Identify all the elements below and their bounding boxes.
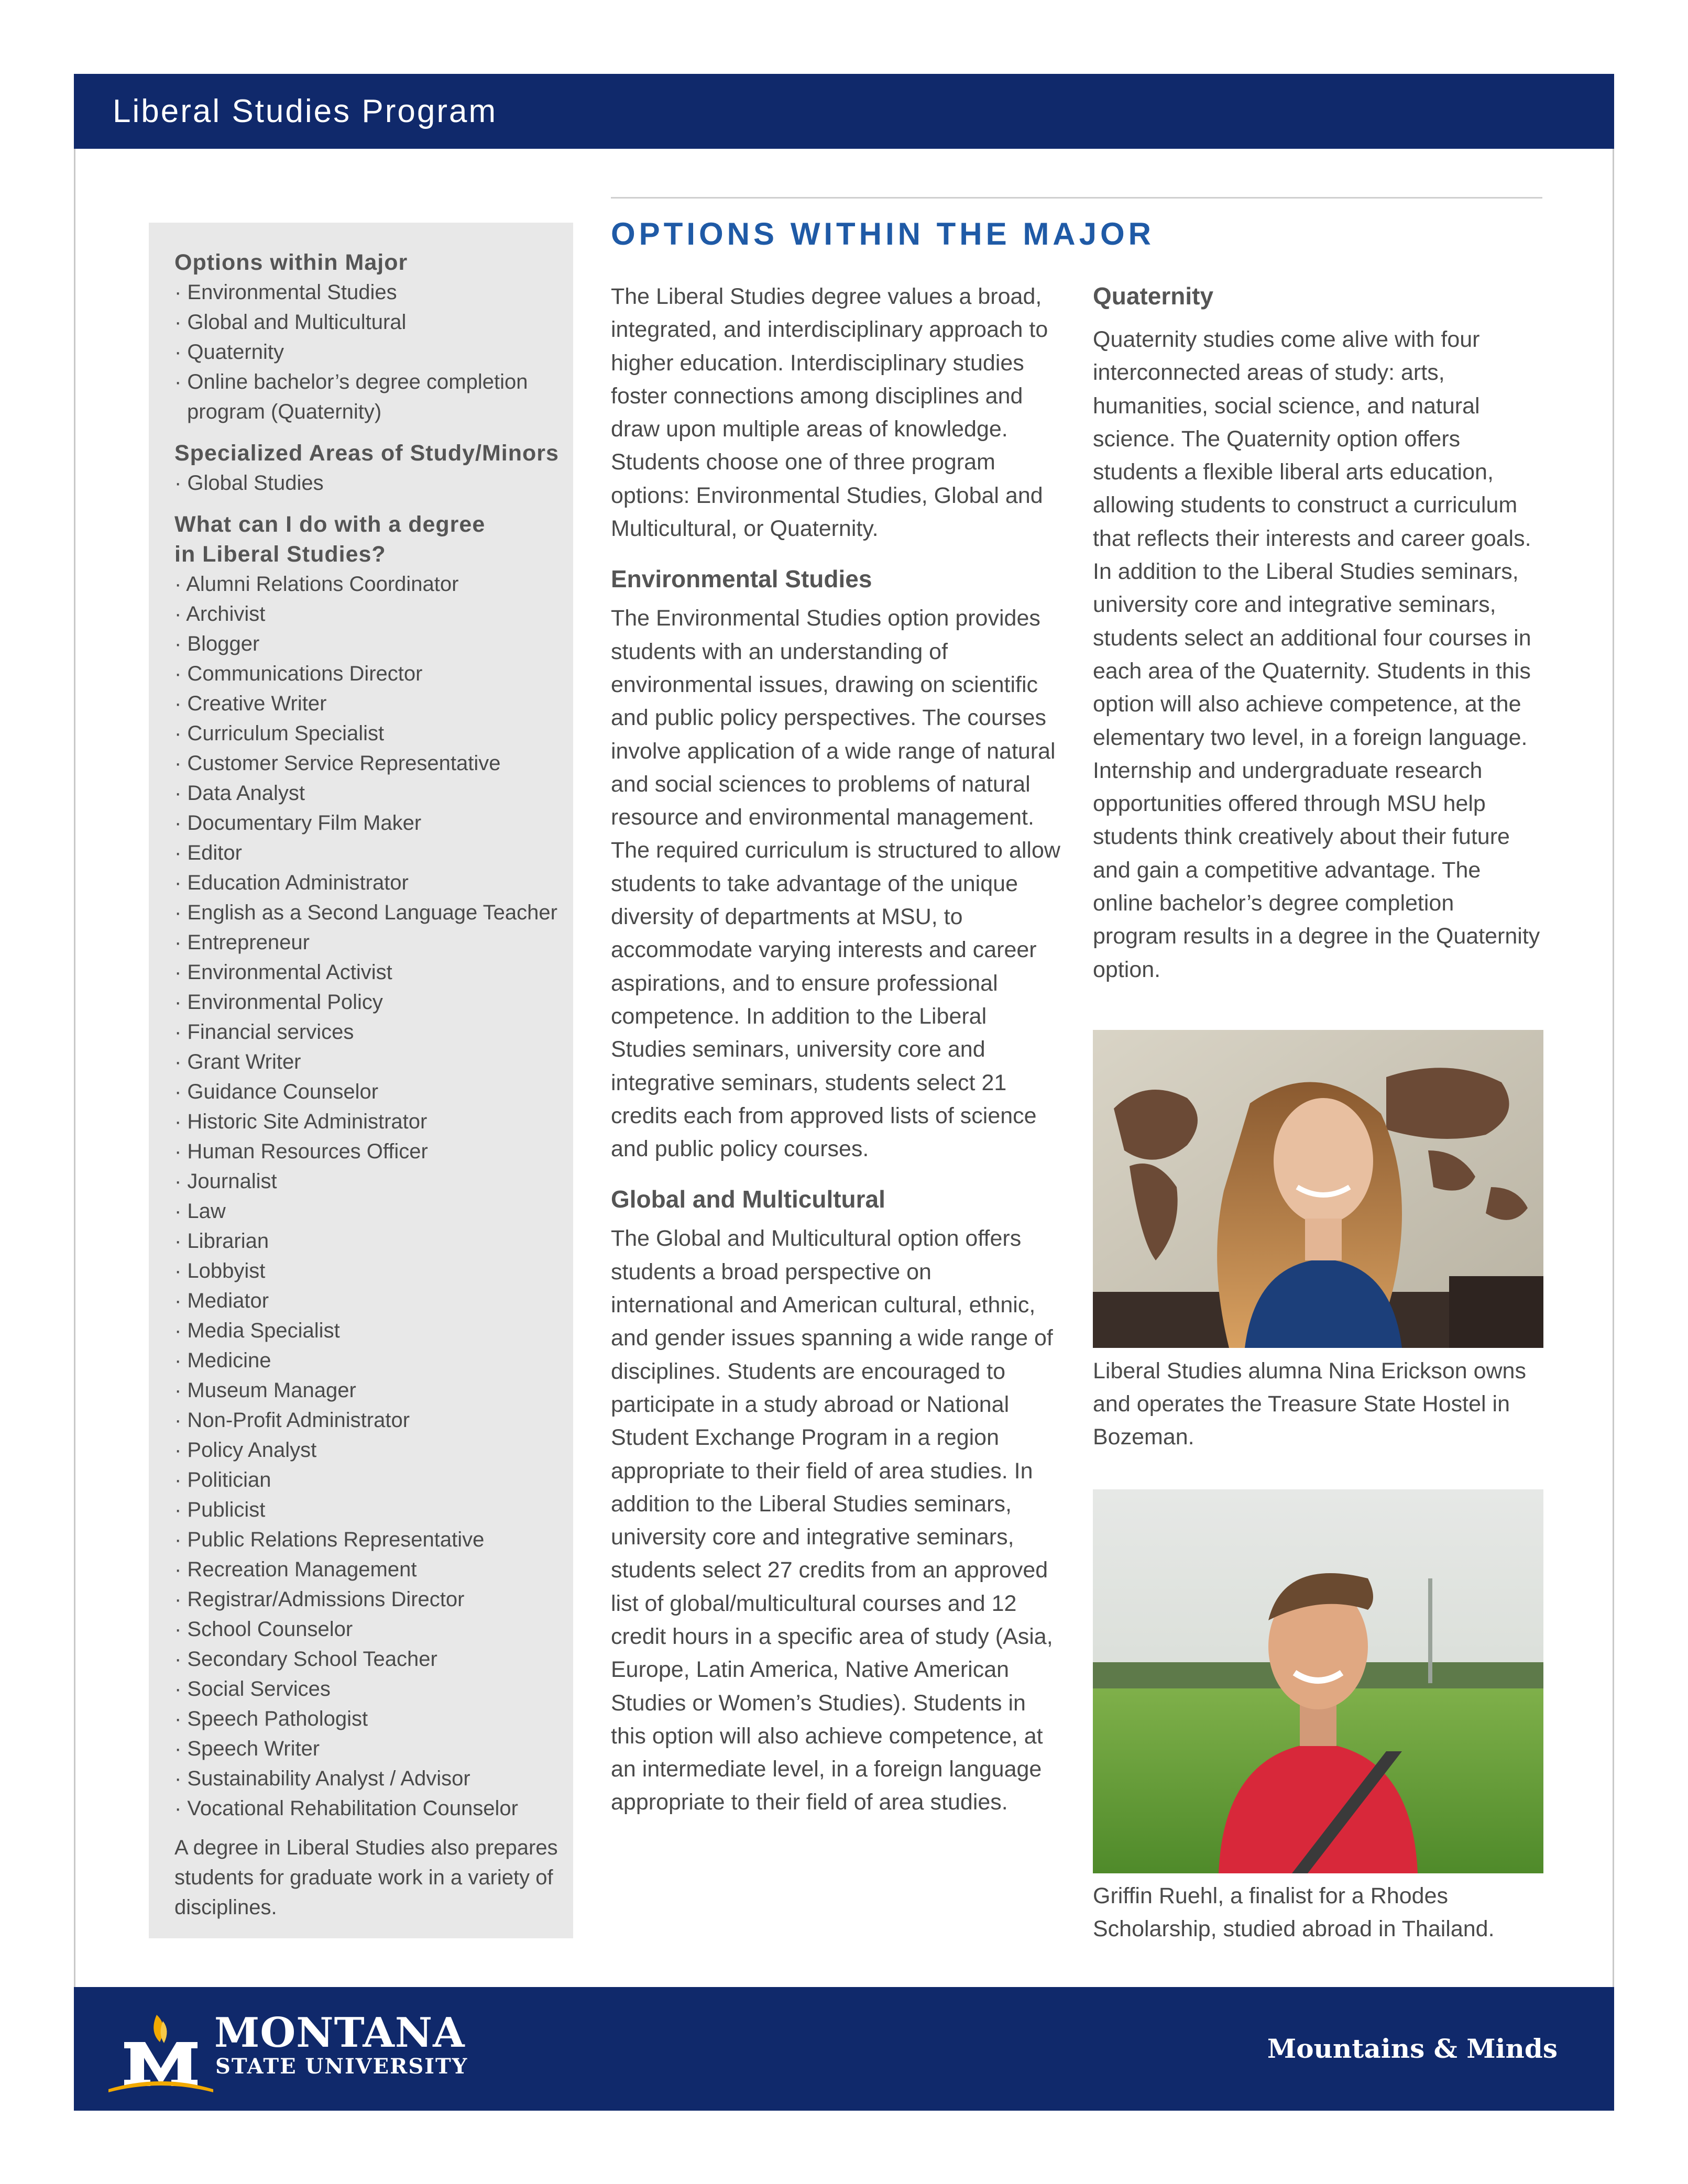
- list-item: · Politician: [174, 1468, 271, 1491]
- list-item: · Environmental Activist: [174, 961, 392, 984]
- minors-list: [174, 468, 573, 498]
- list-item: · Environmental Studies: [174, 281, 397, 304]
- list-item: · Recreation Management: [174, 1558, 417, 1581]
- list-item: · Global Studies: [174, 471, 324, 495]
- list-item: · Publicist: [174, 1498, 266, 1521]
- list-item: · Law: [174, 1200, 226, 1223]
- list-item: · Medicine: [174, 1349, 271, 1372]
- list-item: · Registrar/Admissions Director: [174, 1588, 465, 1611]
- list-item: · Lobbyist: [174, 1259, 266, 1282]
- list-item: · Creative Writer: [174, 692, 327, 715]
- list-item: · Social Services: [174, 1677, 331, 1700]
- photo-griffin-ruehl: [1093, 1489, 1543, 1873]
- quaternity-paragraph: Quaternity studies come alive with four interconnected areas of study: arts, humanities, social science, and natural science. The Quaternity option offers students a flexible liberal arts education, allowing students to construct a curriculum that reflects their interests and career goals. In addition to the Liberal Studies seminars, university core and integrative seminars, students select an additional four courses in each area of the Quaternity. Students in this option will also achieve competence, at the elementary two level, in a foreign language. Internship and undergraduate research opportunities offered through MSU help students think creatively about their future and gain a competitive advantage. The online bachelor’s degree completion program results in a degree in the Quaternity option.: [1093, 327, 1540, 982]
- divider-rule: [611, 197, 1542, 199]
- env-paragraph: The Environmental Studies option provides students with an understanding of environmental issues, drawing on scientific and public policy perspectives. The courses involve application of a wide range of natural and social sciences to problems of natural resource and environmental management. The required curriculum is structured to allow students to take advantage of the unique diversity of departments at MSU, to accommodate varying interests and career aspirations, and to ensure professional competence. In addition to the Liberal Studies seminars, university core and integrative seminars, students select 21 credits each from approved lists of science and public policy courses.: [611, 606, 1060, 1162]
- list-item: · Librarian: [174, 1230, 269, 1253]
- options-heading: Options within Major: [174, 250, 408, 275]
- list-item: · Global and Multicultural: [174, 311, 407, 334]
- list-item: · Public Relations Representative: [174, 1528, 485, 1551]
- wordmark-montana: MONTANA: [214, 2009, 465, 2057]
- list-item: · Online bachelor’s degree completion program (Quaternity): [174, 370, 528, 423]
- list-item: · Secondary School Teacher: [174, 1648, 437, 1671]
- list-item: · Non-Profit Administrator: [174, 1409, 410, 1432]
- list-item: · Speech Writer: [174, 1737, 320, 1760]
- list-item: · Customer Service Representative: [174, 752, 501, 775]
- list-item: · Historic Site Administrator: [174, 1110, 428, 1133]
- list-item: · Media Specialist: [174, 1319, 340, 1342]
- tagline: Mountains & Minds: [1267, 2033, 1558, 2064]
- sidebar-note: A degree in Liberal Studies also prepares students for graduate work in a variety of disciplines.: [174, 1836, 558, 1919]
- list-item: · Speech Pathologist: [174, 1707, 368, 1730]
- photo-nina-erickson: [1093, 1030, 1543, 1348]
- msu-logo: [108, 2011, 213, 2097]
- careers-heading: What can I do with a degree in Liberal Studies?: [174, 512, 486, 567]
- sidebar-panel: [149, 223, 573, 1938]
- section-heading: OPTIONS WITHIN THE MAJOR: [611, 216, 1155, 251]
- list-item: · Sustainability Analyst / Advisor: [174, 1767, 470, 1790]
- footer-bar: [74, 1987, 1614, 2111]
- list-item: · English as a Second Language Teacher: [174, 901, 557, 924]
- list-item: · Mediator: [174, 1289, 269, 1312]
- program-title: Liberal Studies Program: [113, 93, 498, 129]
- list-item: · Documentary Film Maker: [174, 811, 422, 835]
- list-item: · Guidance Counselor: [174, 1080, 379, 1103]
- list-item: · Editor: [174, 841, 242, 864]
- list-item: · Blogger: [174, 632, 260, 655]
- right-column: [1093, 280, 1543, 986]
- careers-list: [174, 569, 573, 1824]
- options-list: [174, 278, 573, 427]
- quaternity-heading: Quaternity: [1093, 282, 1214, 310]
- intro-paragraph: The Liberal Studies degree values a broad, integrated, and interdisciplinary approach to higher education. Interdisciplinary studies foster connections among disciplines and draw upon multiple areas of knowledge. Students choose one of three program options: Environmental Studies, Global and Multicultural, or Quaternity.: [611, 284, 1048, 542]
- list-item: · Communications Director: [174, 662, 423, 685]
- list-item: · Vocational Rehabilitation Counselor: [174, 1797, 518, 1820]
- global-paragraph: The Global and Multicultural option offers students a broad perspective on international and American cultural, ethnic, and gender issues spanning a wide range of disciplines. Students are encouraged to participate in a study abroad or National Student Exchange Program in a region appropriate to their field of area studies. In addition to the Liberal Studies seminars, university core and integrative seminars, students select 27 credits from an approved list of global/multicultural courses and 12 credit hours in a specific area of study (Asia, Europe, Latin America, Native American Studies or Women’s Studies). Students in this option will also achieve competence, at an intermediate level, in a foreign language appropriate to their field of area studies.: [611, 1226, 1053, 1815]
- list-item: · Data Analyst: [174, 782, 305, 805]
- list-item: · Financial services: [174, 1020, 354, 1044]
- list-item: · Museum Manager: [174, 1379, 356, 1402]
- list-item: · Alumni Relations Coordinator: [174, 573, 459, 596]
- minors-heading: Specialized Areas of Study/Minors: [174, 441, 559, 466]
- list-item: · Archivist: [174, 602, 266, 625]
- list-item: · Grant Writer: [174, 1050, 301, 1073]
- middle-column: [611, 280, 1060, 1819]
- photo-caption: Griffin Ruehl, a finalist for a Rhodes Scholarship, studied abroad in Thailand.: [1093, 1883, 1495, 1941]
- env-heading: Environmental Studies: [611, 565, 872, 593]
- global-heading: Global and Multicultural: [611, 1186, 885, 1213]
- list-item: · Curriculum Specialist: [174, 722, 385, 745]
- list-item: · School Counselor: [174, 1618, 353, 1641]
- list-item: · Environmental Policy: [174, 991, 383, 1014]
- list-item: · Human Resources Officer: [174, 1140, 428, 1163]
- photo-caption: Liberal Studies alumna Nina Erickson owns and operates the Treasure State Hostel in Bozeman.: [1093, 1358, 1526, 1450]
- wordmark-state-university: STATE UNIVERSITY: [215, 2054, 468, 2079]
- list-item: · Journalist: [174, 1170, 277, 1193]
- list-item: · Policy Analyst: [174, 1439, 317, 1462]
- list-item: · Quaternity: [174, 341, 284, 364]
- list-item: · Education Administrator: [174, 871, 409, 894]
- header-bar: [74, 74, 1614, 149]
- list-item: · Entrepreneur: [174, 931, 310, 954]
